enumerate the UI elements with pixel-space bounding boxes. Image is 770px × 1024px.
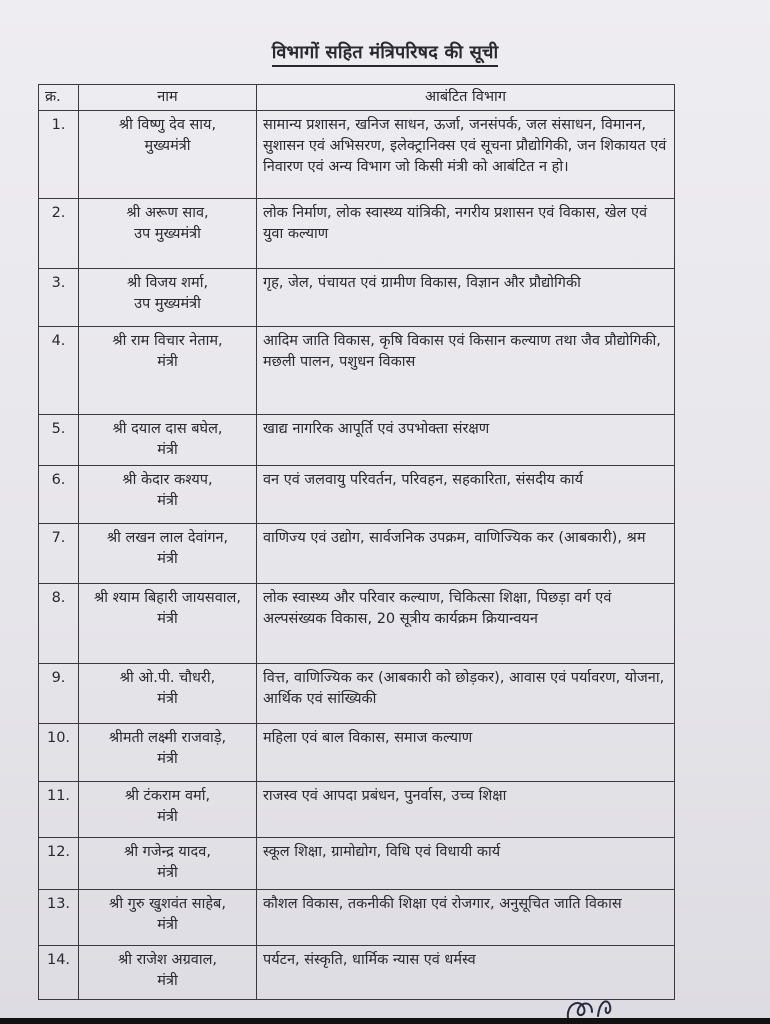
row-serial: 12. [39, 838, 79, 890]
allotted-departments: आदिम जाति विकास, कृषि विकास एवं किसान कल्याण तथा जैव प्रौद्योगिकी, मछली पालन, पशुधन विकास [257, 327, 675, 415]
minister-name: श्री अरूण साव, [126, 205, 209, 221]
table-row [39, 782, 675, 838]
minister-designation: मंत्री [157, 973, 178, 989]
row-name-cell [79, 466, 257, 524]
row-serial: 7. [39, 524, 79, 584]
minister-designation: मंत्री [157, 917, 178, 933]
minister-designation: उप मुख्यमंत्री [134, 226, 201, 242]
minister-designation: मुख्यमंत्री [144, 138, 191, 154]
row-name-cell [79, 269, 257, 327]
table-row [39, 466, 675, 524]
row-serial: 2. [39, 199, 79, 269]
allotted-departments: गृह, जेल, पंचायत एवं ग्रामीण विकास, विज्ञान और प्रौद्योगिकी [257, 269, 675, 327]
allotted-departments: खाद्य नागरिक आपूर्ति एवं उपभोक्ता संरक्षण [257, 415, 675, 466]
allotted-departments: वन एवं जलवायु परिवर्तन, परिवहन, सहकारिता, संसदीय कार्य [257, 466, 675, 524]
document-title [0, 40, 770, 64]
table-header-row [39, 85, 675, 111]
row-name-cell [79, 890, 257, 946]
minister-name: श्री टंकराम वर्मा, [124, 788, 211, 804]
minister-designation: मंत्री [157, 751, 178, 767]
row-serial: 11. [39, 782, 79, 838]
allotted-departments: कौशल विकास, तकनीकी शिक्षा एवं रोजगार, अनुसूचित जाति विकास [257, 890, 675, 946]
row-serial: 4. [39, 327, 79, 415]
table-row [39, 269, 675, 327]
row-name-cell [79, 724, 257, 782]
minister-designation: मंत्री [157, 354, 178, 370]
header-name: नाम [79, 85, 257, 111]
row-serial: 5. [39, 415, 79, 466]
minister-designation: मंत्री [157, 809, 178, 825]
row-name-cell [79, 946, 257, 1000]
minister-designation: मंत्री [157, 691, 178, 707]
minister-designation: उप मुख्यमंत्री [134, 296, 201, 312]
row-serial: 1. [39, 111, 79, 199]
header-serial: क्र. [39, 85, 79, 111]
table-row [39, 524, 675, 584]
minister-designation: मंत्री [157, 865, 178, 881]
row-name-cell [79, 199, 257, 269]
allotted-departments: वित्त, वाणिज्यिक कर (आबकारी को छोड़कर), आवास एवं पर्यावरण, योजना, आर्थिक एवं सांख्यिकी [257, 664, 675, 724]
minister-name: श्री राजेश अग्रवाल, [117, 952, 218, 968]
row-serial: 6. [39, 466, 79, 524]
ministers-table [38, 84, 675, 1000]
table-row [39, 664, 675, 724]
minister-name: श्रीमती लक्ष्मी राजवाड़े, [108, 730, 227, 746]
row-name-cell [79, 664, 257, 724]
row-name-cell [79, 524, 257, 584]
table-row [39, 415, 675, 466]
row-serial: 9. [39, 664, 79, 724]
bottom-edge [0, 1018, 770, 1024]
row-name-cell [79, 782, 257, 838]
minister-name: श्री श्याम बिहारी जायसवाल, [93, 590, 241, 606]
table-row [39, 584, 675, 664]
allotted-departments: लोक निर्माण, लोक स्वास्थ्य यांत्रिकी, नगरीय प्रशासन एवं विकास, खेल एवं युवा कल्याण [257, 199, 675, 269]
row-serial: 13. [39, 890, 79, 946]
allotted-departments: सामान्य प्रशासन, खनिज साधन, ऊर्जा, जनसंपर्क, जल संसाधन, विमानन, सुशासन एवं अभिसरण, इलेक्ट्रानिक्स एवं सूचना प्रौद्योगिकी, जन शिकायत एवं निवारण एवं अन्य विभाग जो किसी मंत्री को आबंटित न हो। [257, 111, 675, 199]
row-name-cell [79, 838, 257, 890]
allotted-departments: महिला एवं बाल विकास, समाज कल्याण [257, 724, 675, 782]
row-name-cell [79, 111, 257, 199]
header-departments: आबंटित विभाग [257, 85, 675, 111]
minister-designation: मंत्री [157, 551, 178, 567]
table-row [39, 327, 675, 415]
minister-designation: मंत्री [157, 493, 178, 509]
row-serial: 10. [39, 724, 79, 782]
document-title-text: विभागों सहित मंत्रिपरिषद की सूची [272, 42, 499, 67]
row-serial: 8. [39, 584, 79, 664]
minister-name: श्री विजय शर्मा, [126, 275, 209, 291]
table-row [39, 111, 675, 199]
minister-designation: मंत्री [157, 611, 178, 627]
row-serial: 3. [39, 269, 79, 327]
minister-name: श्री केदार कश्यप, [122, 472, 213, 488]
minister-name: श्री ओ.पी. चौधरी, [119, 670, 216, 686]
allotted-departments: स्कूल शिक्षा, ग्रामोद्योग, विधि एवं विधायी कार्य [257, 838, 675, 890]
minister-name: श्री गजेन्द्र यादव, [124, 844, 211, 860]
row-name-cell [79, 415, 257, 466]
handwritten-signature-icon [562, 990, 632, 1020]
row-name-cell [79, 584, 257, 664]
allotted-departments: लोक स्वास्थ्य और परिवार कल्याण, चिकित्सा शिक्षा, पिछड़ा वर्ग एवं अल्पसंख्यक विकास, 20 सूत्रीय कार्यक्रम क्रियान्वयन [257, 584, 675, 664]
minister-name: श्री विष्णु देव साय, [118, 117, 217, 133]
table-row [39, 199, 675, 269]
allotted-departments: वाणिज्य एवं उद्योग, सार्वजनिक उपक्रम, वाणिज्यिक कर (आबकारी), श्रम [257, 524, 675, 584]
minister-name: श्री गुरु खुशवंत साहेब, [109, 896, 226, 912]
minister-name: श्री लखन लाल देवांगन, [106, 530, 229, 546]
allotted-departments: पर्यटन, संस्कृति, धार्मिक न्यास एवं धर्मस्व [257, 946, 675, 1000]
row-name-cell [79, 327, 257, 415]
minister-name: श्री दयाल दास बघेल, [112, 421, 223, 437]
table-row [39, 890, 675, 946]
row-serial: 14. [39, 946, 79, 1000]
allotted-departments: राजस्व एवं आपदा प्रबंधन, पुनर्वास, उच्च शिक्षा [257, 782, 675, 838]
table-row [39, 724, 675, 782]
table-row [39, 838, 675, 890]
minister-designation: मंत्री [157, 442, 178, 458]
minister-name: श्री राम विचार नेताम, [112, 333, 223, 349]
